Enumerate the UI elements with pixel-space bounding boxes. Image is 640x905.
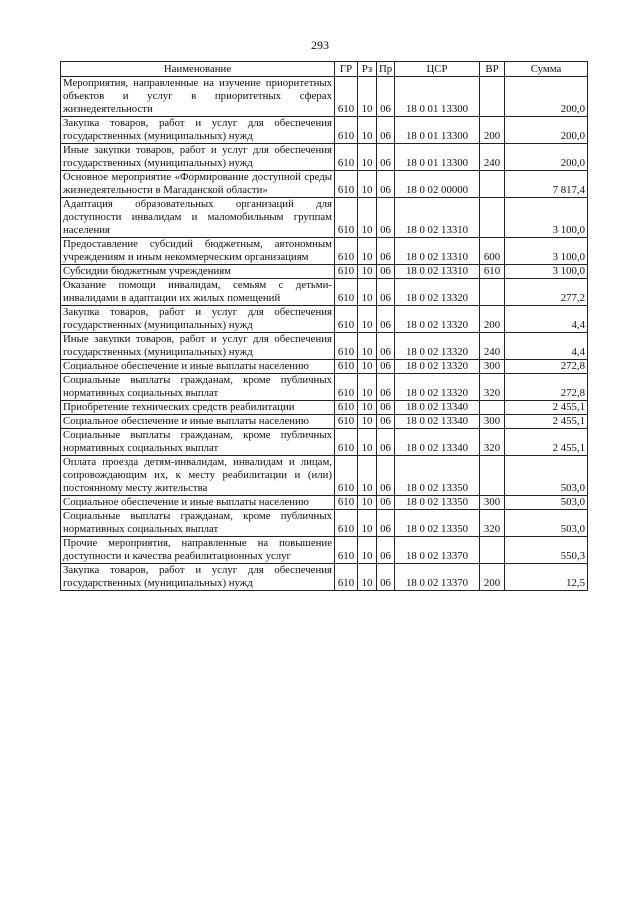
cell-csr: 18 0 02 13320 (395, 333, 480, 360)
cell-rz: 10 (358, 374, 377, 401)
cell-vr (480, 171, 505, 198)
cell-rz: 10 (358, 429, 377, 456)
cell-gr: 610 (335, 198, 358, 238)
cell-rz: 10 (358, 415, 377, 429)
cell-gr: 610 (335, 360, 358, 374)
table-row (61, 429, 588, 456)
cell-pr: 06 (377, 401, 395, 415)
cell-sum: 3 100,0 (505, 198, 588, 238)
cell-sum: 277,2 (505, 279, 588, 306)
table-row (61, 265, 588, 279)
cell-name: Социальное обеспечение и иные выплаты населению (61, 496, 335, 510)
cell-vr (480, 279, 505, 306)
cell-gr: 610 (335, 171, 358, 198)
cell-csr: 18 0 02 13320 (395, 360, 480, 374)
cell-name: Оказание помощи инвалидам, семьям с детьми-инвалидами в адаптации их жилых помещений (61, 279, 335, 306)
cell-csr: 18 0 02 13340 (395, 401, 480, 415)
cell-sum: 7 817,4 (505, 171, 588, 198)
cell-name: Прочие мероприятия, направленные на повышение доступности и качества реабилитационных услуг (61, 537, 335, 564)
table-body (61, 77, 588, 591)
table-row (61, 537, 588, 564)
header-gr: ГР (335, 62, 358, 77)
cell-gr: 610 (335, 415, 358, 429)
cell-gr: 610 (335, 117, 358, 144)
table-row (61, 564, 588, 591)
cell-csr: 18 0 02 13310 (395, 198, 480, 238)
cell-sum: 503,0 (505, 510, 588, 537)
cell-name: Предоставление субсидий бюджетным, автономным учреждениям и иным некоммерческим организациям (61, 238, 335, 265)
cell-vr: 300 (480, 360, 505, 374)
cell-name: Иные закупки товаров, работ и услуг для обеспечения государственных (муниципальных) нужд (61, 333, 335, 360)
cell-gr: 610 (335, 374, 358, 401)
cell-pr: 06 (377, 537, 395, 564)
cell-gr: 610 (335, 496, 358, 510)
cell-csr: 18 0 02 13320 (395, 279, 480, 306)
cell-sum: 3 100,0 (505, 238, 588, 265)
cell-pr: 06 (377, 144, 395, 171)
table-row (61, 306, 588, 333)
cell-csr: 18 0 02 13310 (395, 238, 480, 265)
cell-vr (480, 456, 505, 496)
table-row (61, 401, 588, 415)
cell-rz: 10 (358, 144, 377, 171)
cell-rz: 10 (358, 279, 377, 306)
cell-pr: 06 (377, 171, 395, 198)
table-row (61, 238, 588, 265)
cell-sum: 4,4 (505, 333, 588, 360)
cell-gr: 610 (335, 238, 358, 265)
cell-vr: 300 (480, 496, 505, 510)
cell-pr: 06 (377, 306, 395, 333)
cell-pr: 06 (377, 415, 395, 429)
cell-name: Социальное обеспечение и иные выплаты населению (61, 360, 335, 374)
cell-rz: 10 (358, 265, 377, 279)
cell-rz: 10 (358, 360, 377, 374)
cell-vr: 240 (480, 333, 505, 360)
cell-vr (480, 77, 505, 117)
cell-name: Социальные выплаты гражданам, кроме публичных нормативных социальных выплат (61, 510, 335, 537)
cell-rz: 10 (358, 77, 377, 117)
cell-gr: 610 (335, 144, 358, 171)
cell-gr: 610 (335, 401, 358, 415)
cell-pr: 06 (377, 360, 395, 374)
header-csr: ЦСР (395, 62, 480, 77)
cell-rz: 10 (358, 456, 377, 496)
cell-vr (480, 401, 505, 415)
table-row (61, 198, 588, 238)
cell-pr: 06 (377, 333, 395, 360)
cell-csr: 18 0 02 13320 (395, 374, 480, 401)
table-row (61, 77, 588, 117)
cell-vr: 610 (480, 265, 505, 279)
header-vr: ВР (480, 62, 505, 77)
cell-sum: 3 100,0 (505, 265, 588, 279)
cell-gr: 610 (335, 429, 358, 456)
cell-vr: 320 (480, 510, 505, 537)
cell-name: Закупка товаров, работ и услуг для обеспечения государственных (муниципальных) нужд (61, 306, 335, 333)
cell-vr: 300 (480, 415, 505, 429)
cell-name: Социальные выплаты гражданам, кроме публичных нормативных социальных выплат (61, 374, 335, 401)
cell-pr: 06 (377, 510, 395, 537)
cell-gr: 610 (335, 564, 358, 591)
cell-pr: 06 (377, 77, 395, 117)
cell-csr: 18 0 02 00000 (395, 171, 480, 198)
cell-pr: 06 (377, 429, 395, 456)
cell-gr: 610 (335, 333, 358, 360)
cell-sum: 272,8 (505, 374, 588, 401)
cell-rz: 10 (358, 401, 377, 415)
cell-sum: 2 455,1 (505, 429, 588, 456)
table-row (61, 333, 588, 360)
cell-sum: 200,0 (505, 117, 588, 144)
cell-vr: 200 (480, 117, 505, 144)
cell-csr: 18 0 02 13340 (395, 415, 480, 429)
cell-name: Закупка товаров, работ и услуг для обеспечения государственных (муниципальных) нужд (61, 117, 335, 144)
cell-vr: 320 (480, 429, 505, 456)
cell-vr (480, 198, 505, 238)
cell-name: Основное мероприятие «Формирование доступной среды жизнедеятельности в Магаданской области» (61, 171, 335, 198)
cell-csr: 18 0 02 13320 (395, 306, 480, 333)
cell-gr: 610 (335, 306, 358, 333)
header-pr: Пр (377, 62, 395, 77)
cell-vr: 320 (480, 374, 505, 401)
cell-csr: 18 0 01 13300 (395, 117, 480, 144)
cell-rz: 10 (358, 171, 377, 198)
cell-pr: 06 (377, 238, 395, 265)
cell-csr: 18 0 02 13350 (395, 496, 480, 510)
cell-gr: 610 (335, 510, 358, 537)
table-row (61, 360, 588, 374)
cell-pr: 06 (377, 456, 395, 496)
cell-vr: 200 (480, 564, 505, 591)
page-number: 293 (311, 38, 329, 52)
cell-vr (480, 537, 505, 564)
cell-sum: 200,0 (505, 144, 588, 171)
table-row (61, 456, 588, 496)
cell-rz: 10 (358, 198, 377, 238)
cell-csr: 18 0 02 13370 (395, 537, 480, 564)
cell-name: Закупка товаров, работ и услуг для обеспечения государственных (муниципальных) нужд (61, 564, 335, 591)
table-row (61, 144, 588, 171)
table-row (61, 510, 588, 537)
table-row (61, 279, 588, 306)
cell-name: Иные закупки товаров, работ и услуг для обеспечения государственных (муниципальных) нужд (61, 144, 335, 171)
cell-name: Адаптация образовательных организаций для доступности инвалидам и маломобильным группам населения (61, 198, 335, 238)
cell-pr: 06 (377, 279, 395, 306)
cell-rz: 10 (358, 537, 377, 564)
cell-pr: 06 (377, 496, 395, 510)
cell-gr: 610 (335, 279, 358, 306)
header-rz: Рз (358, 62, 377, 77)
cell-name: Приобретение технических средств реабилитации (61, 401, 335, 415)
table-row (61, 117, 588, 144)
cell-sum: 4,4 (505, 306, 588, 333)
cell-vr: 200 (480, 306, 505, 333)
cell-csr: 18 0 02 13370 (395, 564, 480, 591)
table-row (61, 415, 588, 429)
cell-csr: 18 0 02 13340 (395, 429, 480, 456)
cell-rz: 10 (358, 564, 377, 591)
cell-rz: 10 (358, 238, 377, 265)
table-header-row (61, 62, 588, 77)
cell-sum: 503,0 (505, 456, 588, 496)
cell-sum: 272,8 (505, 360, 588, 374)
cell-csr: 18 0 02 13350 (395, 510, 480, 537)
table-row (61, 171, 588, 198)
cell-rz: 10 (358, 496, 377, 510)
cell-sum: 2 455,1 (505, 401, 588, 415)
cell-csr: 18 0 02 13350 (395, 456, 480, 496)
cell-sum: 12,5 (505, 564, 588, 591)
cell-csr: 18 0 01 13300 (395, 77, 480, 117)
cell-name: Субсидии бюджетным учреждениям (61, 265, 335, 279)
cell-gr: 610 (335, 537, 358, 564)
cell-sum: 200,0 (505, 77, 588, 117)
cell-rz: 10 (358, 333, 377, 360)
cell-pr: 06 (377, 265, 395, 279)
cell-pr: 06 (377, 117, 395, 144)
cell-rz: 10 (358, 306, 377, 333)
cell-pr: 06 (377, 374, 395, 401)
header-sum: Сумма (505, 62, 588, 77)
cell-pr: 06 (377, 564, 395, 591)
cell-sum: 2 455,1 (505, 415, 588, 429)
table-row (61, 374, 588, 401)
cell-sum: 503,0 (505, 496, 588, 510)
cell-name: Мероприятия, направленные на изучение приоритетных объектов и услуг в приоритетных сферах жизнедеятельности (61, 77, 335, 117)
cell-csr: 18 0 01 13300 (395, 144, 480, 171)
header-name: Наименование (61, 62, 335, 77)
cell-rz: 10 (358, 117, 377, 144)
cell-sum: 550,3 (505, 537, 588, 564)
cell-vr: 240 (480, 144, 505, 171)
cell-vr: 600 (480, 238, 505, 265)
cell-name: Социальное обеспечение и иные выплаты населению (61, 415, 335, 429)
cell-gr: 610 (335, 265, 358, 279)
table-row (61, 496, 588, 510)
cell-gr: 610 (335, 456, 358, 496)
cell-gr: 610 (335, 77, 358, 117)
cell-name: Оплата проезда детям-инвалидам, инвалидам и лицам, сопровождающим их, к месту реабилитации и (или) постоянному месту жительства (61, 456, 335, 496)
cell-rz: 10 (358, 510, 377, 537)
cell-pr: 06 (377, 198, 395, 238)
cell-name: Социальные выплаты гражданам, кроме публичных нормативных социальных выплат (61, 429, 335, 456)
budget-table (60, 61, 588, 591)
cell-csr: 18 0 02 13310 (395, 265, 480, 279)
